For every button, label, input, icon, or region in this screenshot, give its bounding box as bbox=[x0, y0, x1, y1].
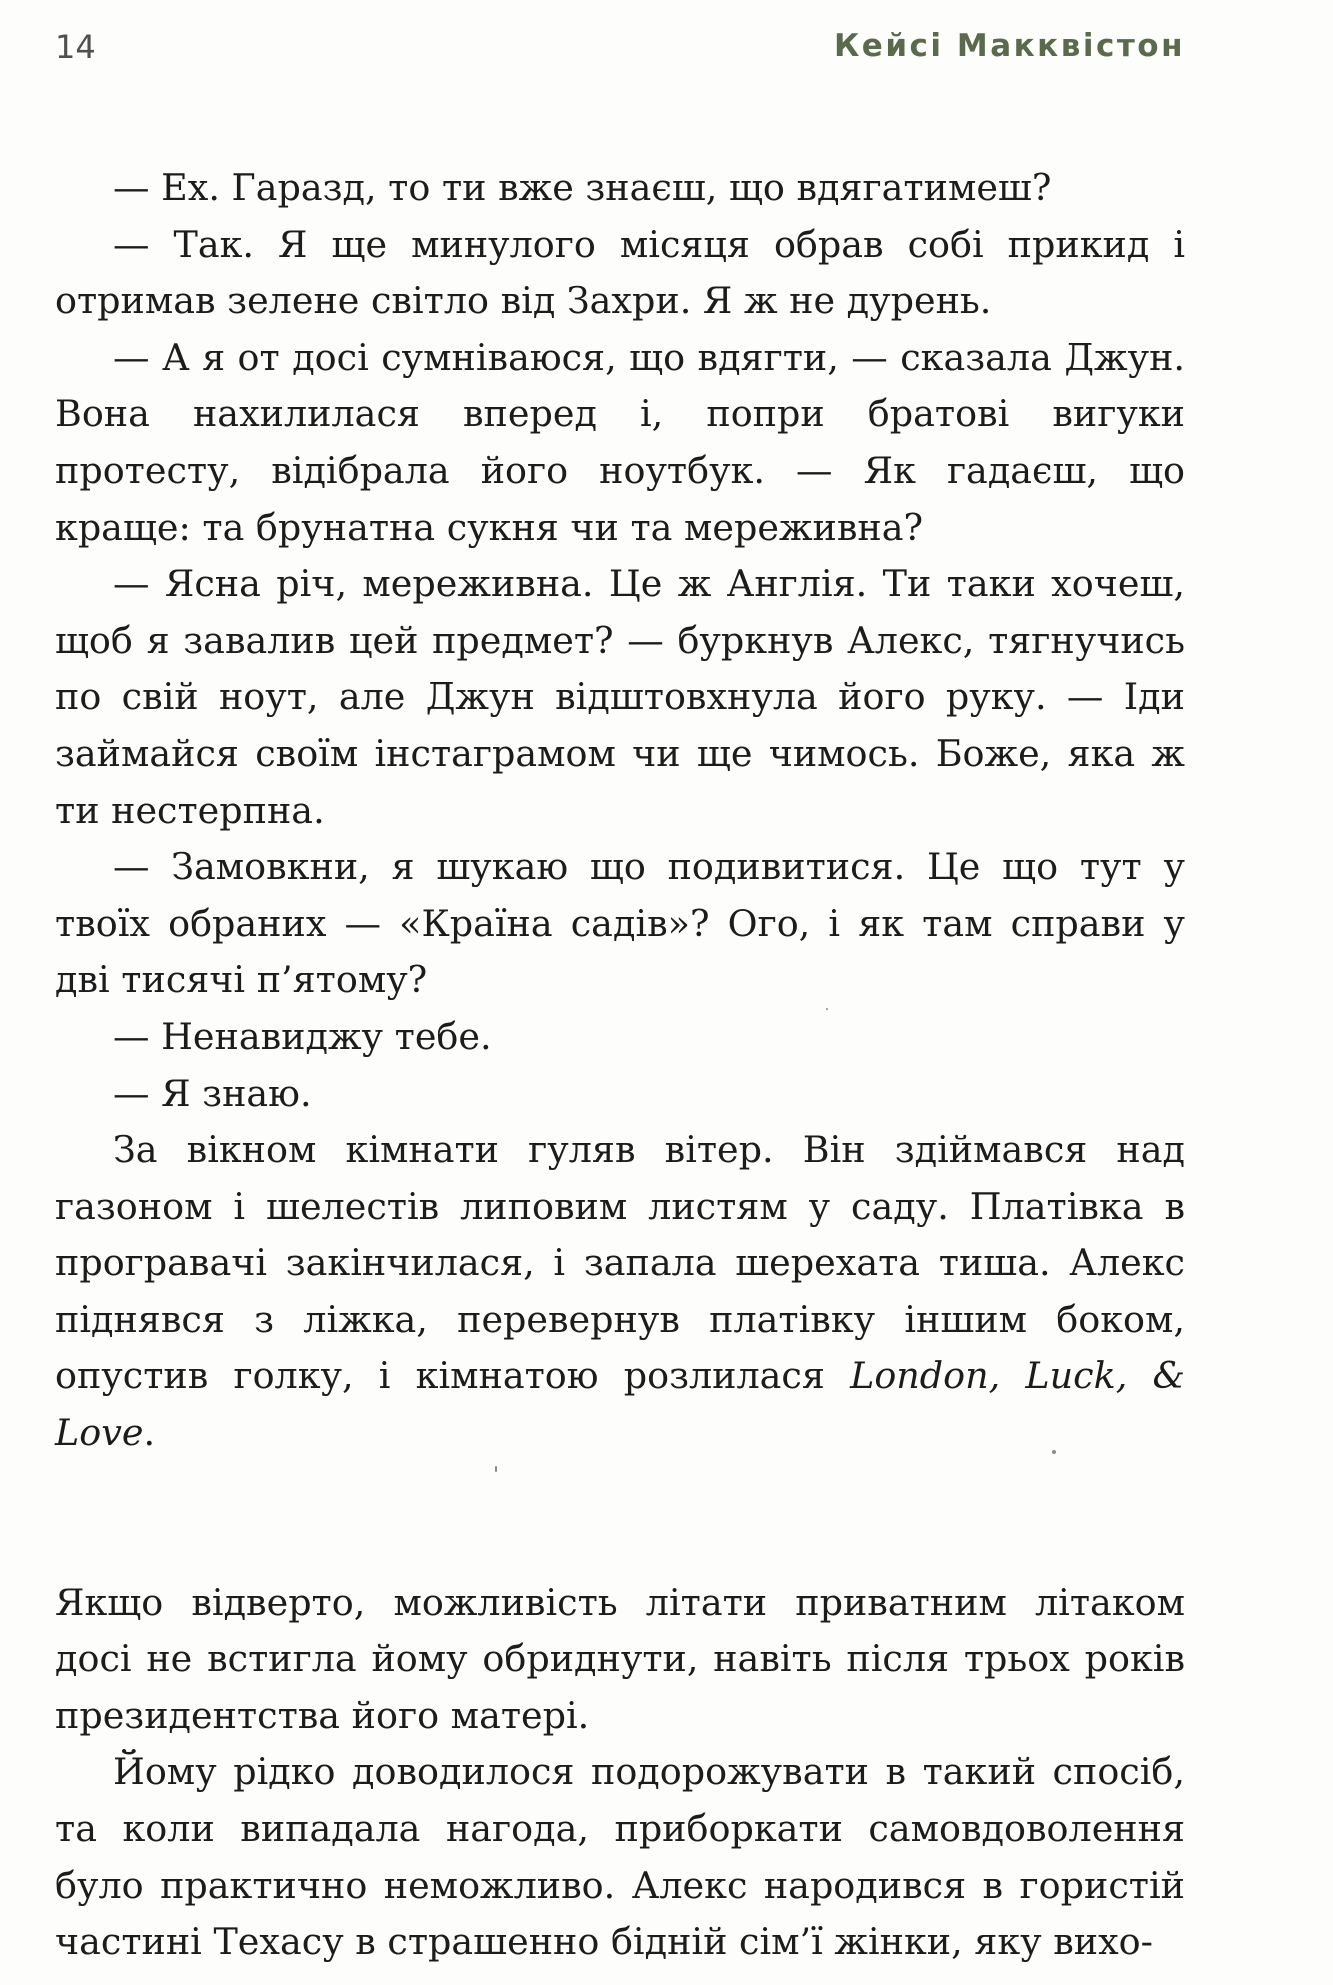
paragraph-wind-text: За вікном кімнати гуляв вітер. Він здіймався над газоном і шелестів липовим листям у саду. Платівка в програвачі закінчилася, і запала шерехата тиша. Алекс піднявся з ліжка, перевернув платівку іншим боком, опустив голку, і кімнатою розлилася bbox=[55, 1128, 1185, 1398]
page-number: 14 bbox=[55, 28, 96, 66]
paragraph-dialogue-5: — Замовкни, я шукаю що подивитися. Це що тут у твоїх обраних — «Країна садів»? Ого, і як там справи у дві тисячі п’ятому? bbox=[55, 845, 1185, 1002]
paragraph-dialogue-3: — А я от досі сумніваюся, що вдягти, — сказала Джун. Вона нахилилася вперед і, попри братові вигуки протесту, відібрала його ноутбук. — Як гадаєш, що краще: та брунатна сукня чи та мереживна? bbox=[55, 335, 1185, 549]
paper-speck bbox=[495, 1466, 497, 1472]
paragraph-wind-end: . bbox=[143, 1411, 156, 1455]
paragraph-dialogue-6: — Ненавиджу тебе. bbox=[113, 1014, 492, 1058]
paper-speck bbox=[826, 1008, 828, 1010]
album-title: London, Luck, & Love bbox=[55, 1354, 1185, 1455]
paragraph-flight-1: Якщо відверто, можливість літати приватним літаком досі не встигла йому обриднути, навіть після трьох років президентства його матері. bbox=[55, 1580, 1185, 1737]
paper-speck bbox=[1052, 1450, 1056, 1454]
paragraph-dialogue-1: — Ех. Гаразд, то ти вже знаєш, що вдягатимеш? bbox=[113, 166, 1052, 209]
paragraph-dialogue-2: — Так. Я ще минулого місяця обрав собі прикид і отримав зелене світло від Захри. Я ж не дурень. bbox=[55, 222, 1185, 323]
body-text bbox=[55, 160, 1185, 1971]
running-header-author: Кейсі Макквістон bbox=[833, 28, 1185, 64]
paragraph-flight-2: Йому рідко доводилося подорожувати в такий спосіб, та коли випадала нагода, приборкати самовдоволення було практично неможливо. Алекс народився в гористій частині Техасу в страшенно бідній сім’ї жінки, яку вихо- bbox=[55, 1750, 1185, 1964]
paragraph-dialogue-4: — Ясна річ, мереживна. Це ж Англія. Ти таки хочеш, щоб я завалив цей предмет? — буркнув Алекс, тягнучись по свій ноут, але Джун відштовхнула його руку. — Іди займайся своїм інстаграмом чи ще чимось. Боже, яка ж ти нестерпна. bbox=[55, 562, 1185, 832]
paragraph-wind bbox=[55, 1122, 1185, 1462]
paragraph-dialogue-7: — Я знаю. bbox=[113, 1071, 312, 1115]
section-break bbox=[55, 1462, 1185, 1575]
